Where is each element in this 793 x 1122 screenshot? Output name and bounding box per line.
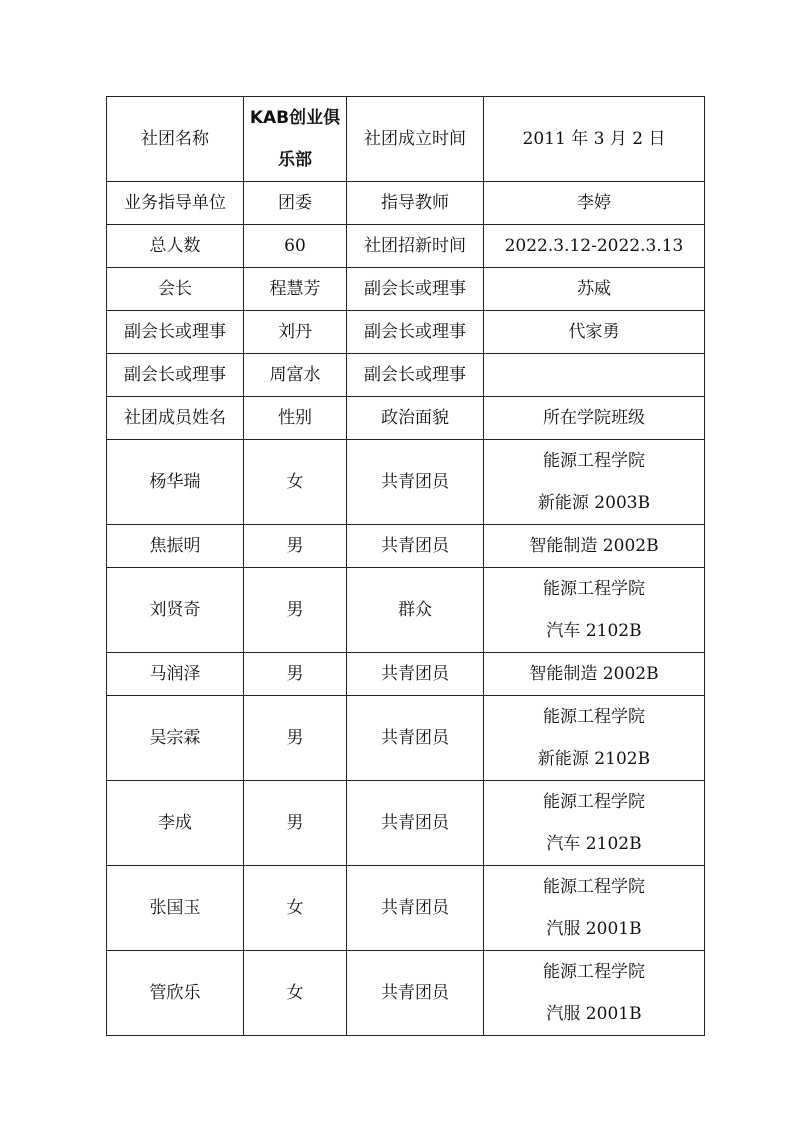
- member-name: 张国玉: [107, 866, 244, 951]
- member-row: [107, 696, 705, 781]
- member-gender: 男: [244, 568, 347, 653]
- members-header-row: [107, 397, 705, 440]
- member-class: [484, 951, 705, 1036]
- member-political-status: 共青团员: [347, 951, 484, 1036]
- member-name: 马润泽: [107, 653, 244, 696]
- member-gender: 女: [244, 440, 347, 525]
- header-row: [107, 354, 705, 397]
- member-class-line1: 能源工程学院: [543, 962, 645, 982]
- member-gender: 男: [244, 781, 347, 866]
- member-gender: 男: [244, 653, 347, 696]
- column-header-gender: 性别: [244, 397, 347, 440]
- label-vice-president: 副会长或理事: [347, 311, 484, 354]
- label-vice-president: 副会长或理事: [347, 354, 484, 397]
- member-gender: 男: [244, 525, 347, 568]
- member-row: [107, 951, 705, 1036]
- label-recruit-time: 社团招新时间: [347, 225, 484, 268]
- label-club-name: 社团名称: [107, 97, 244, 182]
- member-gender: 男: [244, 696, 347, 781]
- club-info-table: [106, 96, 705, 1036]
- member-row: [107, 568, 705, 653]
- value-vice-president: 刘丹: [244, 311, 347, 354]
- member-political-status: 群众: [347, 568, 484, 653]
- member-political-status: 共青团员: [347, 525, 484, 568]
- value-vice-president: 周富水: [244, 354, 347, 397]
- value-advisor: 李婷: [484, 182, 705, 225]
- header-row: [107, 97, 705, 182]
- member-name: 刘贤奇: [107, 568, 244, 653]
- label-total-members: 总人数: [107, 225, 244, 268]
- member-name: 管欣乐: [107, 951, 244, 1036]
- label-vice-president: 副会长或理事: [107, 311, 244, 354]
- value-club-name: [244, 97, 347, 182]
- header-row: [107, 225, 705, 268]
- value-recruit-time: 2022.3.12-2022.3.13: [484, 225, 705, 268]
- member-class-line2: 汽车 2102B: [546, 834, 642, 854]
- member-political-status: 共青团员: [347, 696, 484, 781]
- value-vice-president-empty: [484, 354, 705, 397]
- club-name-line1: KAB创业俱: [249, 108, 341, 128]
- member-name: 杨华瑞: [107, 440, 244, 525]
- member-gender: 女: [244, 866, 347, 951]
- member-class-line1: 能源工程学院: [543, 451, 645, 471]
- label-vice-president: 副会长或理事: [347, 268, 484, 311]
- member-class-line1: 能源工程学院: [543, 792, 645, 812]
- header-row: [107, 311, 705, 354]
- value-vice-president: 苏威: [484, 268, 705, 311]
- label-founded-date: 社团成立时间: [347, 97, 484, 182]
- label-supervising-unit: 业务指导单位: [107, 182, 244, 225]
- member-name: 吴宗霖: [107, 696, 244, 781]
- member-class-line1: 能源工程学院: [543, 877, 645, 897]
- label-president: 会长: [107, 268, 244, 311]
- member-class: [484, 866, 705, 951]
- member-class: [484, 696, 705, 781]
- member-name: 焦振明: [107, 525, 244, 568]
- member-class-line1: 能源工程学院: [543, 707, 645, 727]
- member-gender: 女: [244, 951, 347, 1036]
- member-class: 智能制造 2002B: [484, 653, 705, 696]
- member-class-line2: 汽服 2001B: [546, 919, 642, 939]
- member-class: [484, 440, 705, 525]
- value-president: 程慧芳: [244, 268, 347, 311]
- member-row: [107, 525, 705, 568]
- member-political-status: 共青团员: [347, 781, 484, 866]
- member-political-status: 共青团员: [347, 653, 484, 696]
- member-class: [484, 568, 705, 653]
- value-total-members: 60: [244, 225, 347, 268]
- header-row: [107, 182, 705, 225]
- member-political-status: 共青团员: [347, 866, 484, 951]
- member-row: [107, 653, 705, 696]
- header-row: [107, 268, 705, 311]
- member-row: [107, 866, 705, 951]
- member-class-line2: 汽服 2001B: [546, 1004, 642, 1024]
- column-header-political-status: 政治面貌: [347, 397, 484, 440]
- value-founded-date: 2011 年 3 月 2 日: [484, 97, 705, 182]
- member-row: [107, 781, 705, 866]
- column-header-name: 社团成员姓名: [107, 397, 244, 440]
- member-class: 智能制造 2002B: [484, 525, 705, 568]
- member-class-line1: 能源工程学院: [543, 579, 645, 599]
- column-header-college-class: 所在学院班级: [484, 397, 705, 440]
- member-class: [484, 781, 705, 866]
- member-row: [107, 440, 705, 525]
- member-name: 李成: [107, 781, 244, 866]
- member-class-line2: 汽车 2102B: [546, 621, 642, 641]
- label-vice-president: 副会长或理事: [107, 354, 244, 397]
- value-vice-president: 代家勇: [484, 311, 705, 354]
- club-name-line2: 乐部: [278, 150, 312, 170]
- member-class-line2: 新能源 2003B: [537, 493, 651, 513]
- value-supervising-unit: 团委: [244, 182, 347, 225]
- member-political-status: 共青团员: [347, 440, 484, 525]
- label-advisor: 指导教师: [347, 182, 484, 225]
- member-class-line2: 新能源 2102B: [537, 749, 651, 769]
